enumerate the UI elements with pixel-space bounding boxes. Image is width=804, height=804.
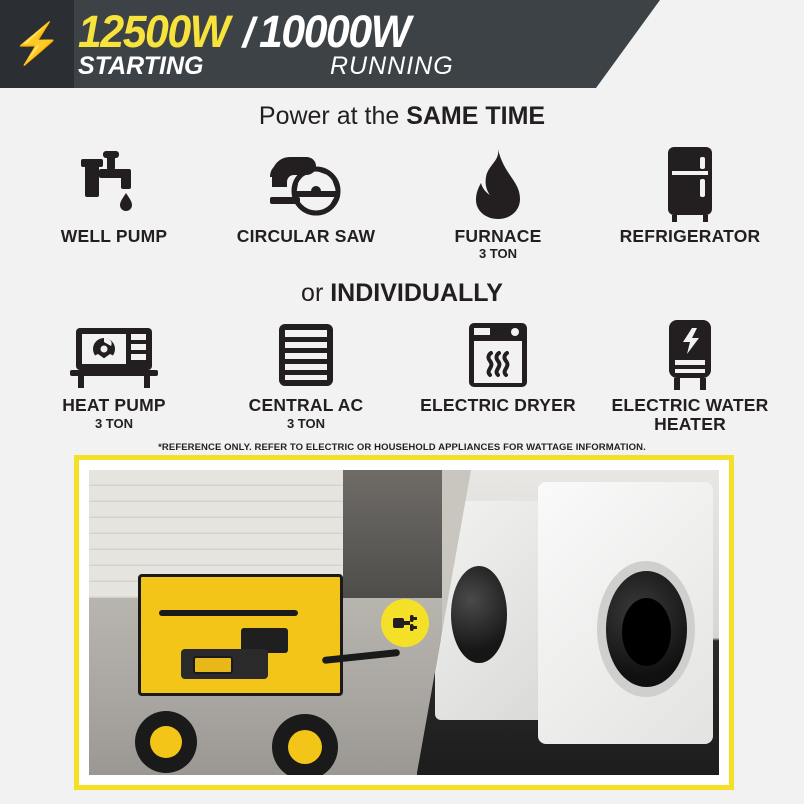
generator-wheel xyxy=(272,714,338,775)
starting-label: STARTING xyxy=(78,52,204,80)
washer-drum xyxy=(622,598,671,666)
appliance-item-furnace xyxy=(402,143,594,261)
individually-appliance-grid xyxy=(0,316,804,434)
garage-wall xyxy=(343,470,442,610)
water-heater-icon xyxy=(661,316,719,394)
running-watts-value: 10000W xyxy=(259,6,410,57)
appliance-label: REFRIGERATOR xyxy=(619,226,761,246)
appliance-label: ELECTRIC WATER HEATER xyxy=(611,395,769,434)
appliance-label: CENTRAL AC xyxy=(248,395,364,416)
electric-dryer-icon xyxy=(465,316,531,394)
appliance-item-circular-saw xyxy=(210,143,402,261)
appliance-item-central-ac xyxy=(210,316,402,434)
appliance-item-well-pump xyxy=(18,143,210,261)
appliance-label: WELL PUMP xyxy=(60,226,168,246)
same-time-appliance-grid xyxy=(0,143,804,261)
individually-title-emphasis: INDIVIDUALLY xyxy=(330,279,503,308)
generator-tank xyxy=(193,656,233,675)
appliance-sub: 3 TON xyxy=(286,415,326,431)
washer-unit xyxy=(538,482,713,744)
appliance-item-refrigerator xyxy=(594,143,786,261)
laundry-appliances-photo xyxy=(417,470,719,775)
photo-inner xyxy=(89,470,719,775)
running-label: RUNNING xyxy=(330,52,454,80)
refrigerator-icon xyxy=(662,143,718,225)
heat-pump-icon xyxy=(68,316,160,394)
appliance-item-heat-pump xyxy=(18,316,210,434)
wattage-header-banner xyxy=(0,0,804,88)
appliance-label: FURNACE xyxy=(454,226,542,246)
circular-saw-icon xyxy=(260,143,352,225)
starting-watts-value: 12500W xyxy=(78,6,229,57)
appliance-label: HEAT PUMP xyxy=(62,395,166,416)
central-ac-icon xyxy=(271,316,341,394)
flame-icon xyxy=(473,143,523,225)
same-time-title-prefix: Power at the xyxy=(258,102,407,130)
header-watt-numbers xyxy=(78,6,648,58)
generator-body xyxy=(138,574,343,696)
appliance-sub: 3 TON xyxy=(478,246,518,262)
dryer-door xyxy=(451,566,507,663)
appliance-label: ELECTRIC DRYER xyxy=(420,395,576,416)
individually-title-prefix: or xyxy=(301,279,331,308)
footnote-text: *REFERENCE ONLY. REFER TO ELECTRIC OR HOUSEHOLD APPLIANCES FOR WATTAGE INFORMATION. xyxy=(158,442,646,454)
generator-frame xyxy=(159,610,298,616)
lightning-bolt-badge xyxy=(0,0,74,88)
lightning-bolt-icon: ⚡ xyxy=(12,22,62,66)
photo-panel xyxy=(74,455,734,790)
appliance-item-electric-dryer xyxy=(402,316,594,434)
watt-separator: / xyxy=(242,9,254,56)
power-plug-icon xyxy=(381,599,429,647)
appliance-label: CIRCULAR SAW xyxy=(236,226,376,246)
generator-wheel xyxy=(135,711,197,773)
faucet-icon xyxy=(77,143,151,225)
same-time-title-emphasis: SAME TIME xyxy=(406,102,546,130)
individually-title xyxy=(0,279,804,308)
appliance-item-water-heater xyxy=(594,316,786,434)
header-text-group xyxy=(78,6,648,81)
appliance-sub: 3 TON xyxy=(94,415,134,431)
same-time-title xyxy=(0,102,804,131)
